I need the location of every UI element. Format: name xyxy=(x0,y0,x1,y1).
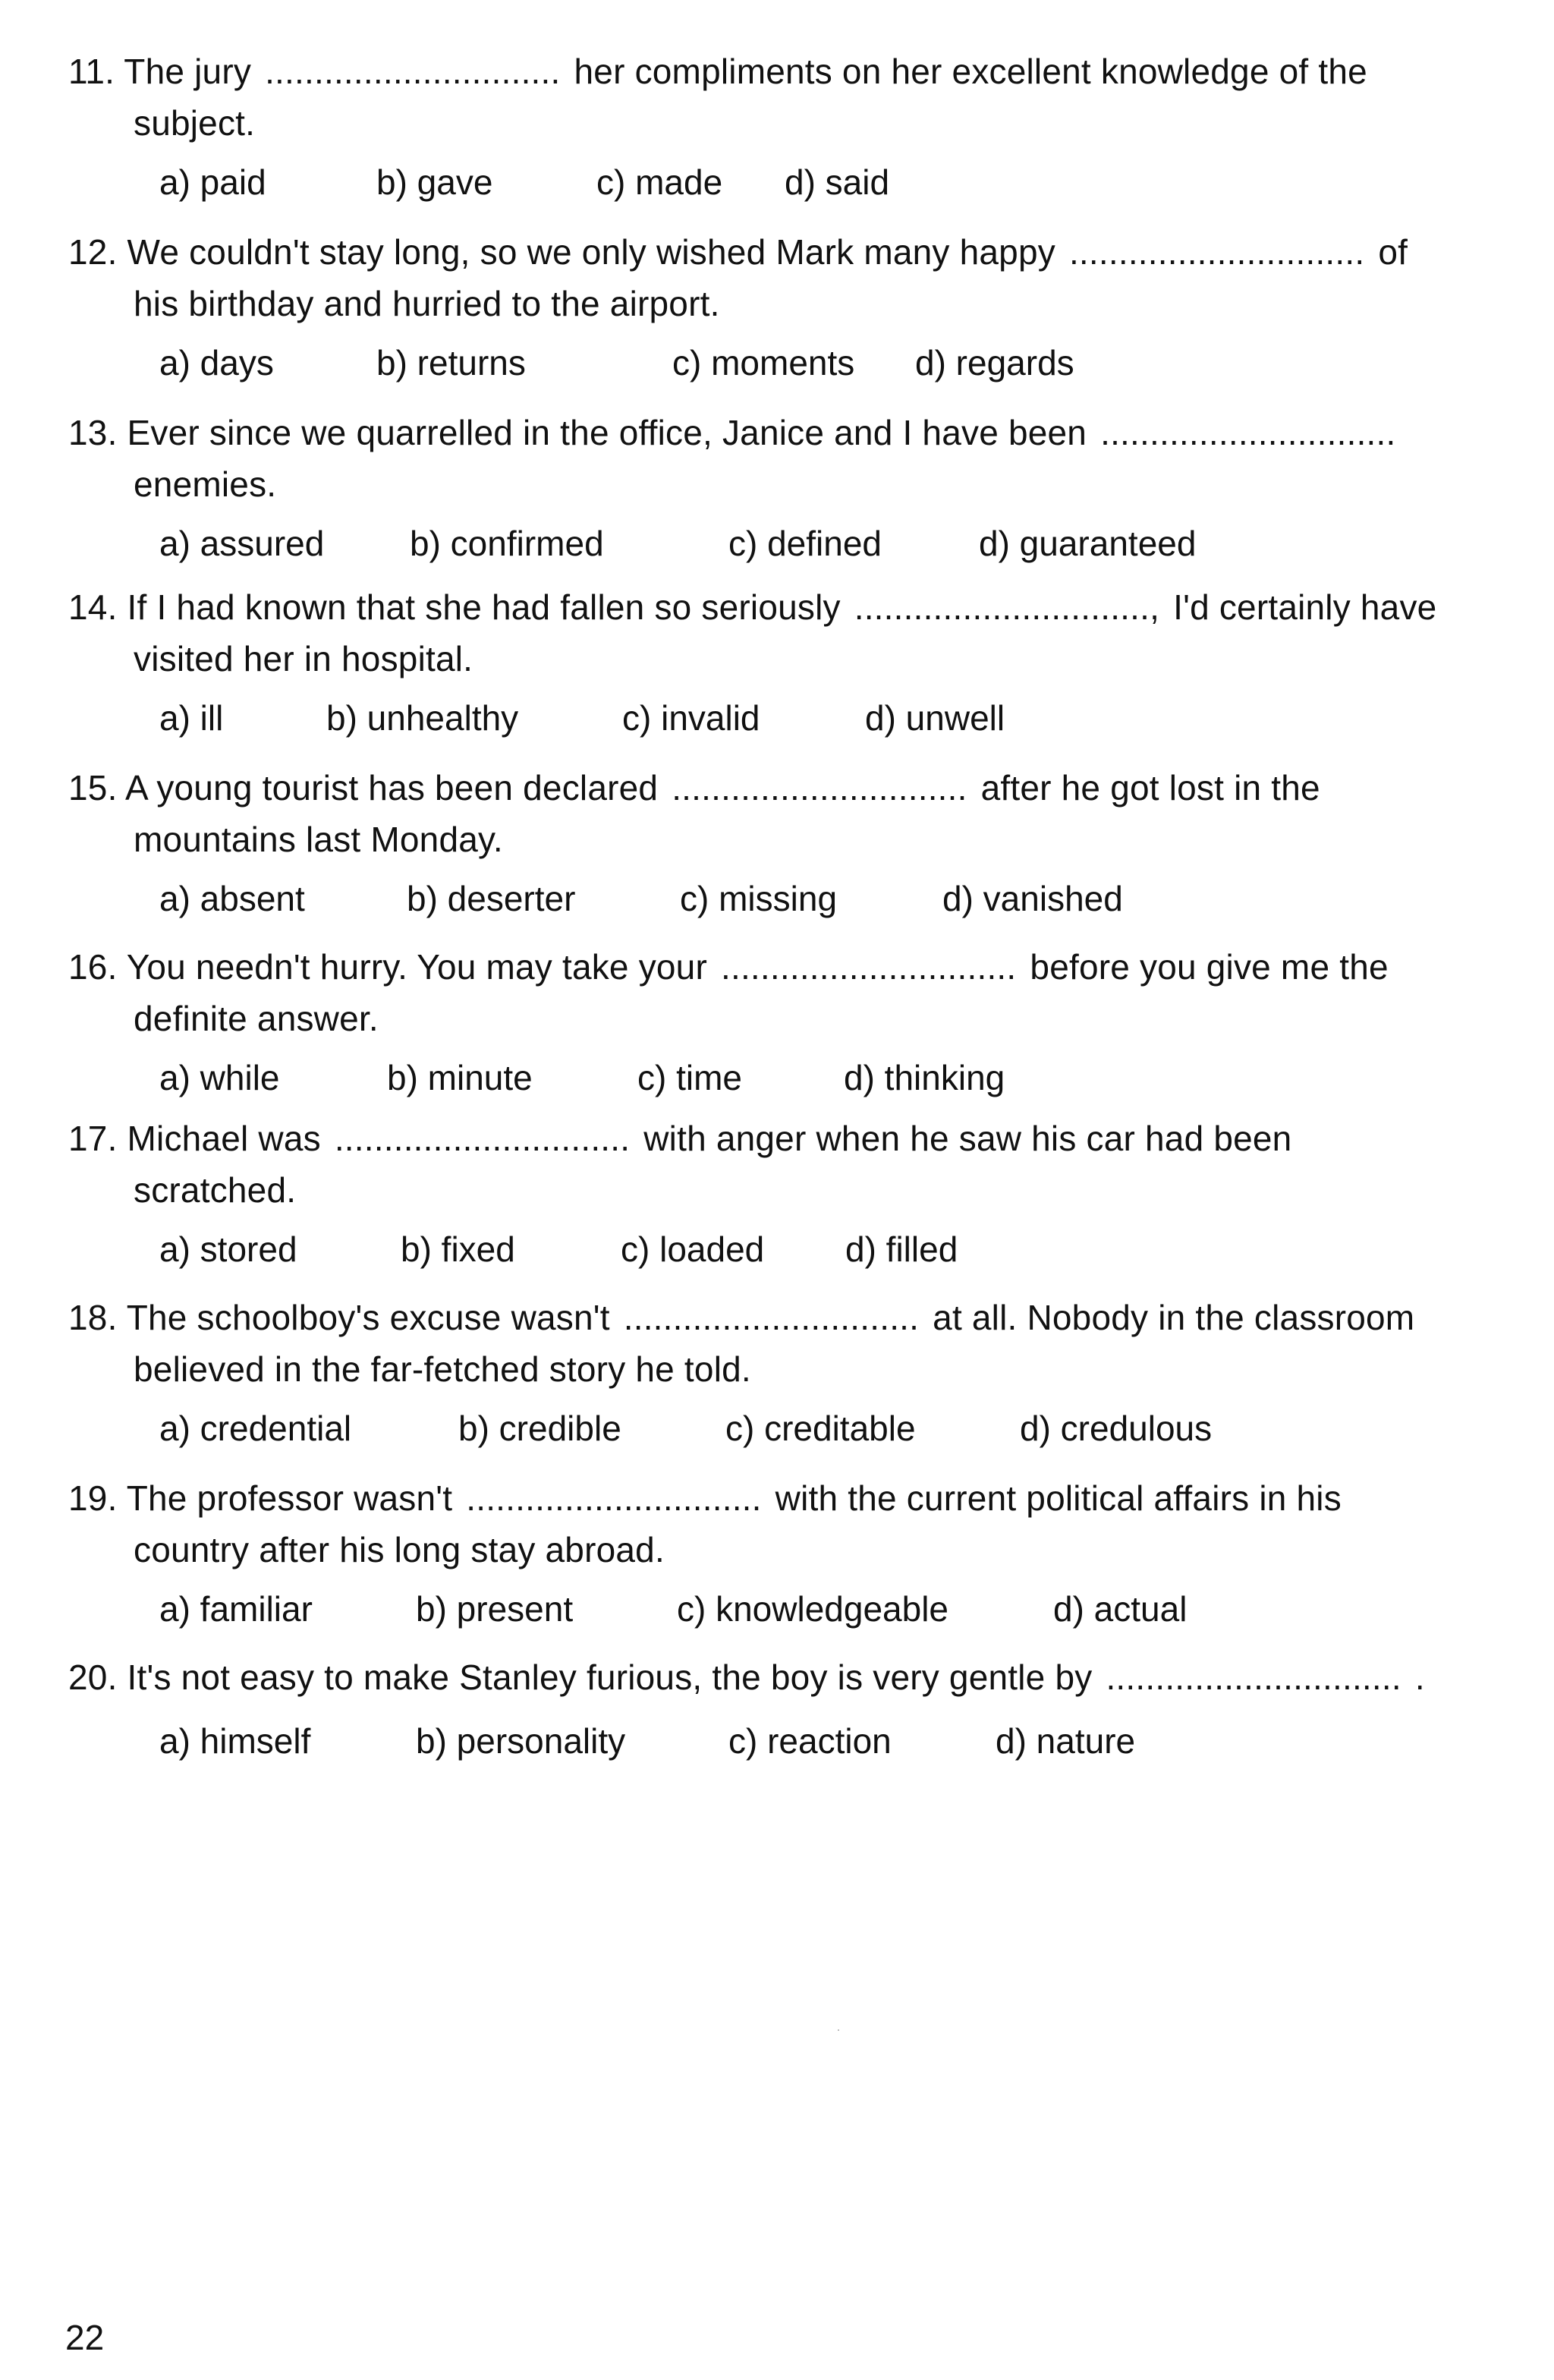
option-c: c) time xyxy=(637,1058,742,1097)
option-c: c) moments xyxy=(672,343,855,382)
answer-options xyxy=(68,873,1480,924)
question-stem xyxy=(68,1113,1480,1164)
question-text-before: Ever since we quarrelled in the office, Janice and I have been xyxy=(127,413,1087,452)
question-text-before: We couldn't stay long, so we only wished Mark many happy xyxy=(127,232,1055,272)
option-c: c) missing xyxy=(680,879,838,918)
answer-blank: .............................. xyxy=(265,52,561,91)
question-text-after: her compliments on her excellent knowledge of the xyxy=(574,52,1367,91)
question-continuation: scratched. xyxy=(134,1170,297,1210)
answer-blank: .............................. xyxy=(672,768,967,808)
option-d: d) regards xyxy=(915,343,1074,382)
answer-blank: .............................. xyxy=(623,1298,920,1337)
page-number: 22 xyxy=(65,2318,105,2357)
question-20 xyxy=(68,1651,1480,1767)
question-text-after: of xyxy=(1378,232,1408,272)
question-number: 12. xyxy=(68,232,118,272)
question-text-after: with anger when he saw his car had been xyxy=(643,1119,1292,1158)
answer-blank: .............................. xyxy=(720,947,1017,987)
question-number: 19. xyxy=(68,1478,118,1518)
answer-options xyxy=(68,337,1480,389)
question-number: 11. xyxy=(68,52,115,91)
option-a: a) stored xyxy=(159,1229,297,1269)
option-d: d) vanished xyxy=(942,879,1123,918)
question-continuation: his birthday and hurried to the airport. xyxy=(134,284,720,323)
question-stem xyxy=(68,581,1480,633)
answer-options xyxy=(68,1583,1480,1635)
question-11 xyxy=(68,46,1480,208)
answer-options xyxy=(68,1052,1480,1103)
question-text-before: If I had known that she had fallen so seriously xyxy=(127,587,841,627)
option-b: b) confirmed xyxy=(410,524,604,563)
option-b: b) credible xyxy=(458,1409,621,1448)
question-stem xyxy=(68,1651,1480,1703)
option-a: a) assured xyxy=(159,524,325,563)
option-c: c) creditable xyxy=(725,1409,916,1448)
question-text-after: with the current political affairs in his xyxy=(775,1478,1342,1518)
option-b: b) present xyxy=(416,1589,574,1629)
option-b: b) gave xyxy=(376,162,493,202)
option-a: a) credential xyxy=(159,1409,352,1448)
question-16 xyxy=(68,941,1480,1103)
option-b: b) deserter xyxy=(407,879,576,918)
option-c: c) reaction xyxy=(728,1721,892,1761)
question-text-after: at all. Nobody in the classroom xyxy=(933,1298,1415,1337)
option-a: a) while xyxy=(159,1058,280,1097)
option-b: b) unhealthy xyxy=(326,698,519,738)
question-continuation: visited her in hospital. xyxy=(134,639,473,678)
question-number: 16. xyxy=(68,947,118,987)
question-stem xyxy=(68,46,1480,97)
question-continuation: definite answer. xyxy=(134,999,379,1038)
question-15 xyxy=(68,762,1480,924)
question-stem xyxy=(68,226,1480,278)
question-18 xyxy=(68,1292,1480,1454)
option-b: b) personality xyxy=(416,1721,626,1761)
option-b: b) minute xyxy=(387,1058,533,1097)
question-number: 14. xyxy=(68,587,118,627)
question-text-before: The professor wasn't xyxy=(126,1478,453,1518)
question-14 xyxy=(68,581,1480,744)
option-a: a) days xyxy=(159,343,274,382)
answer-blank: .............................. xyxy=(1106,1658,1401,1697)
option-c: c) invalid xyxy=(622,698,760,738)
question-text-after: I'd certainly have xyxy=(1173,587,1437,627)
question-number: 17. xyxy=(68,1119,118,1158)
option-b: b) fixed xyxy=(401,1229,515,1269)
question-12 xyxy=(68,226,1480,389)
option-d: d) unwell xyxy=(865,698,1005,738)
question-number: 13. xyxy=(68,413,118,452)
answer-options xyxy=(68,518,1480,569)
scan-speck xyxy=(838,2029,839,2031)
option-d: d) filled xyxy=(845,1229,958,1269)
answer-options xyxy=(68,1402,1480,1454)
question-stem xyxy=(68,941,1480,993)
answer-blank: .............................. xyxy=(1100,413,1396,452)
option-a: a) paid xyxy=(159,162,266,202)
option-c: c) defined xyxy=(728,524,882,563)
question-number: 20. xyxy=(68,1658,118,1697)
option-d: d) nature xyxy=(996,1721,1136,1761)
answer-options xyxy=(68,1715,1480,1767)
question-13 xyxy=(68,407,1480,569)
option-c: c) loaded xyxy=(621,1229,765,1269)
question-number: 15. xyxy=(68,768,118,808)
question-text-before: A young tourist has been declared xyxy=(125,768,659,808)
question-stem xyxy=(68,1292,1480,1343)
option-b: b) returns xyxy=(376,343,526,382)
question-text-after: . xyxy=(1414,1658,1425,1697)
question-text-before: Michael was xyxy=(127,1119,321,1158)
question-text-after: after he got lost in the xyxy=(980,768,1320,808)
answer-options xyxy=(68,1223,1480,1275)
question-stem xyxy=(68,1472,1480,1524)
answer-blank: .............................. xyxy=(1068,232,1365,272)
option-d: d) said xyxy=(785,162,890,202)
option-d: d) thinking xyxy=(844,1058,1005,1097)
question-text-before: You needn't hurry. You may take your xyxy=(126,947,707,987)
answer-blank: .............................. xyxy=(466,1478,762,1518)
question-text-before: The jury xyxy=(124,52,252,91)
question-number: 18. xyxy=(68,1298,118,1337)
option-c: c) made xyxy=(596,162,723,202)
answer-blank: .............................. xyxy=(334,1119,631,1158)
question-continuation: believed in the far-fetched story he told. xyxy=(134,1349,751,1389)
question-stem xyxy=(68,762,1480,814)
question-text-before: It's not easy to make Stanley furious, the boy is very gentle by xyxy=(127,1658,1093,1697)
answer-options xyxy=(68,156,1480,208)
option-a: a) himself xyxy=(159,1721,311,1761)
option-c: c) knowledgeable xyxy=(677,1589,949,1629)
question-continuation: mountains last Monday. xyxy=(134,820,503,859)
question-continuation: enemies. xyxy=(134,464,277,504)
question-text-before: The schoolboy's excuse wasn't xyxy=(126,1298,610,1337)
option-d: d) guaranteed xyxy=(979,524,1197,563)
question-continuation: subject. xyxy=(134,103,256,143)
option-d: d) actual xyxy=(1053,1589,1188,1629)
question-19 xyxy=(68,1472,1480,1635)
answer-options xyxy=(68,692,1480,744)
question-17 xyxy=(68,1113,1480,1275)
question-continuation: country after his long stay abroad. xyxy=(134,1530,665,1569)
option-a: a) ill xyxy=(159,698,224,738)
option-a: a) familiar xyxy=(159,1589,313,1629)
option-a: a) absent xyxy=(159,879,305,918)
answer-blank: .............................., xyxy=(854,587,1160,627)
option-d: d) credulous xyxy=(1020,1409,1213,1448)
question-stem xyxy=(68,407,1480,458)
question-text-after: before you give me the xyxy=(1030,947,1389,987)
